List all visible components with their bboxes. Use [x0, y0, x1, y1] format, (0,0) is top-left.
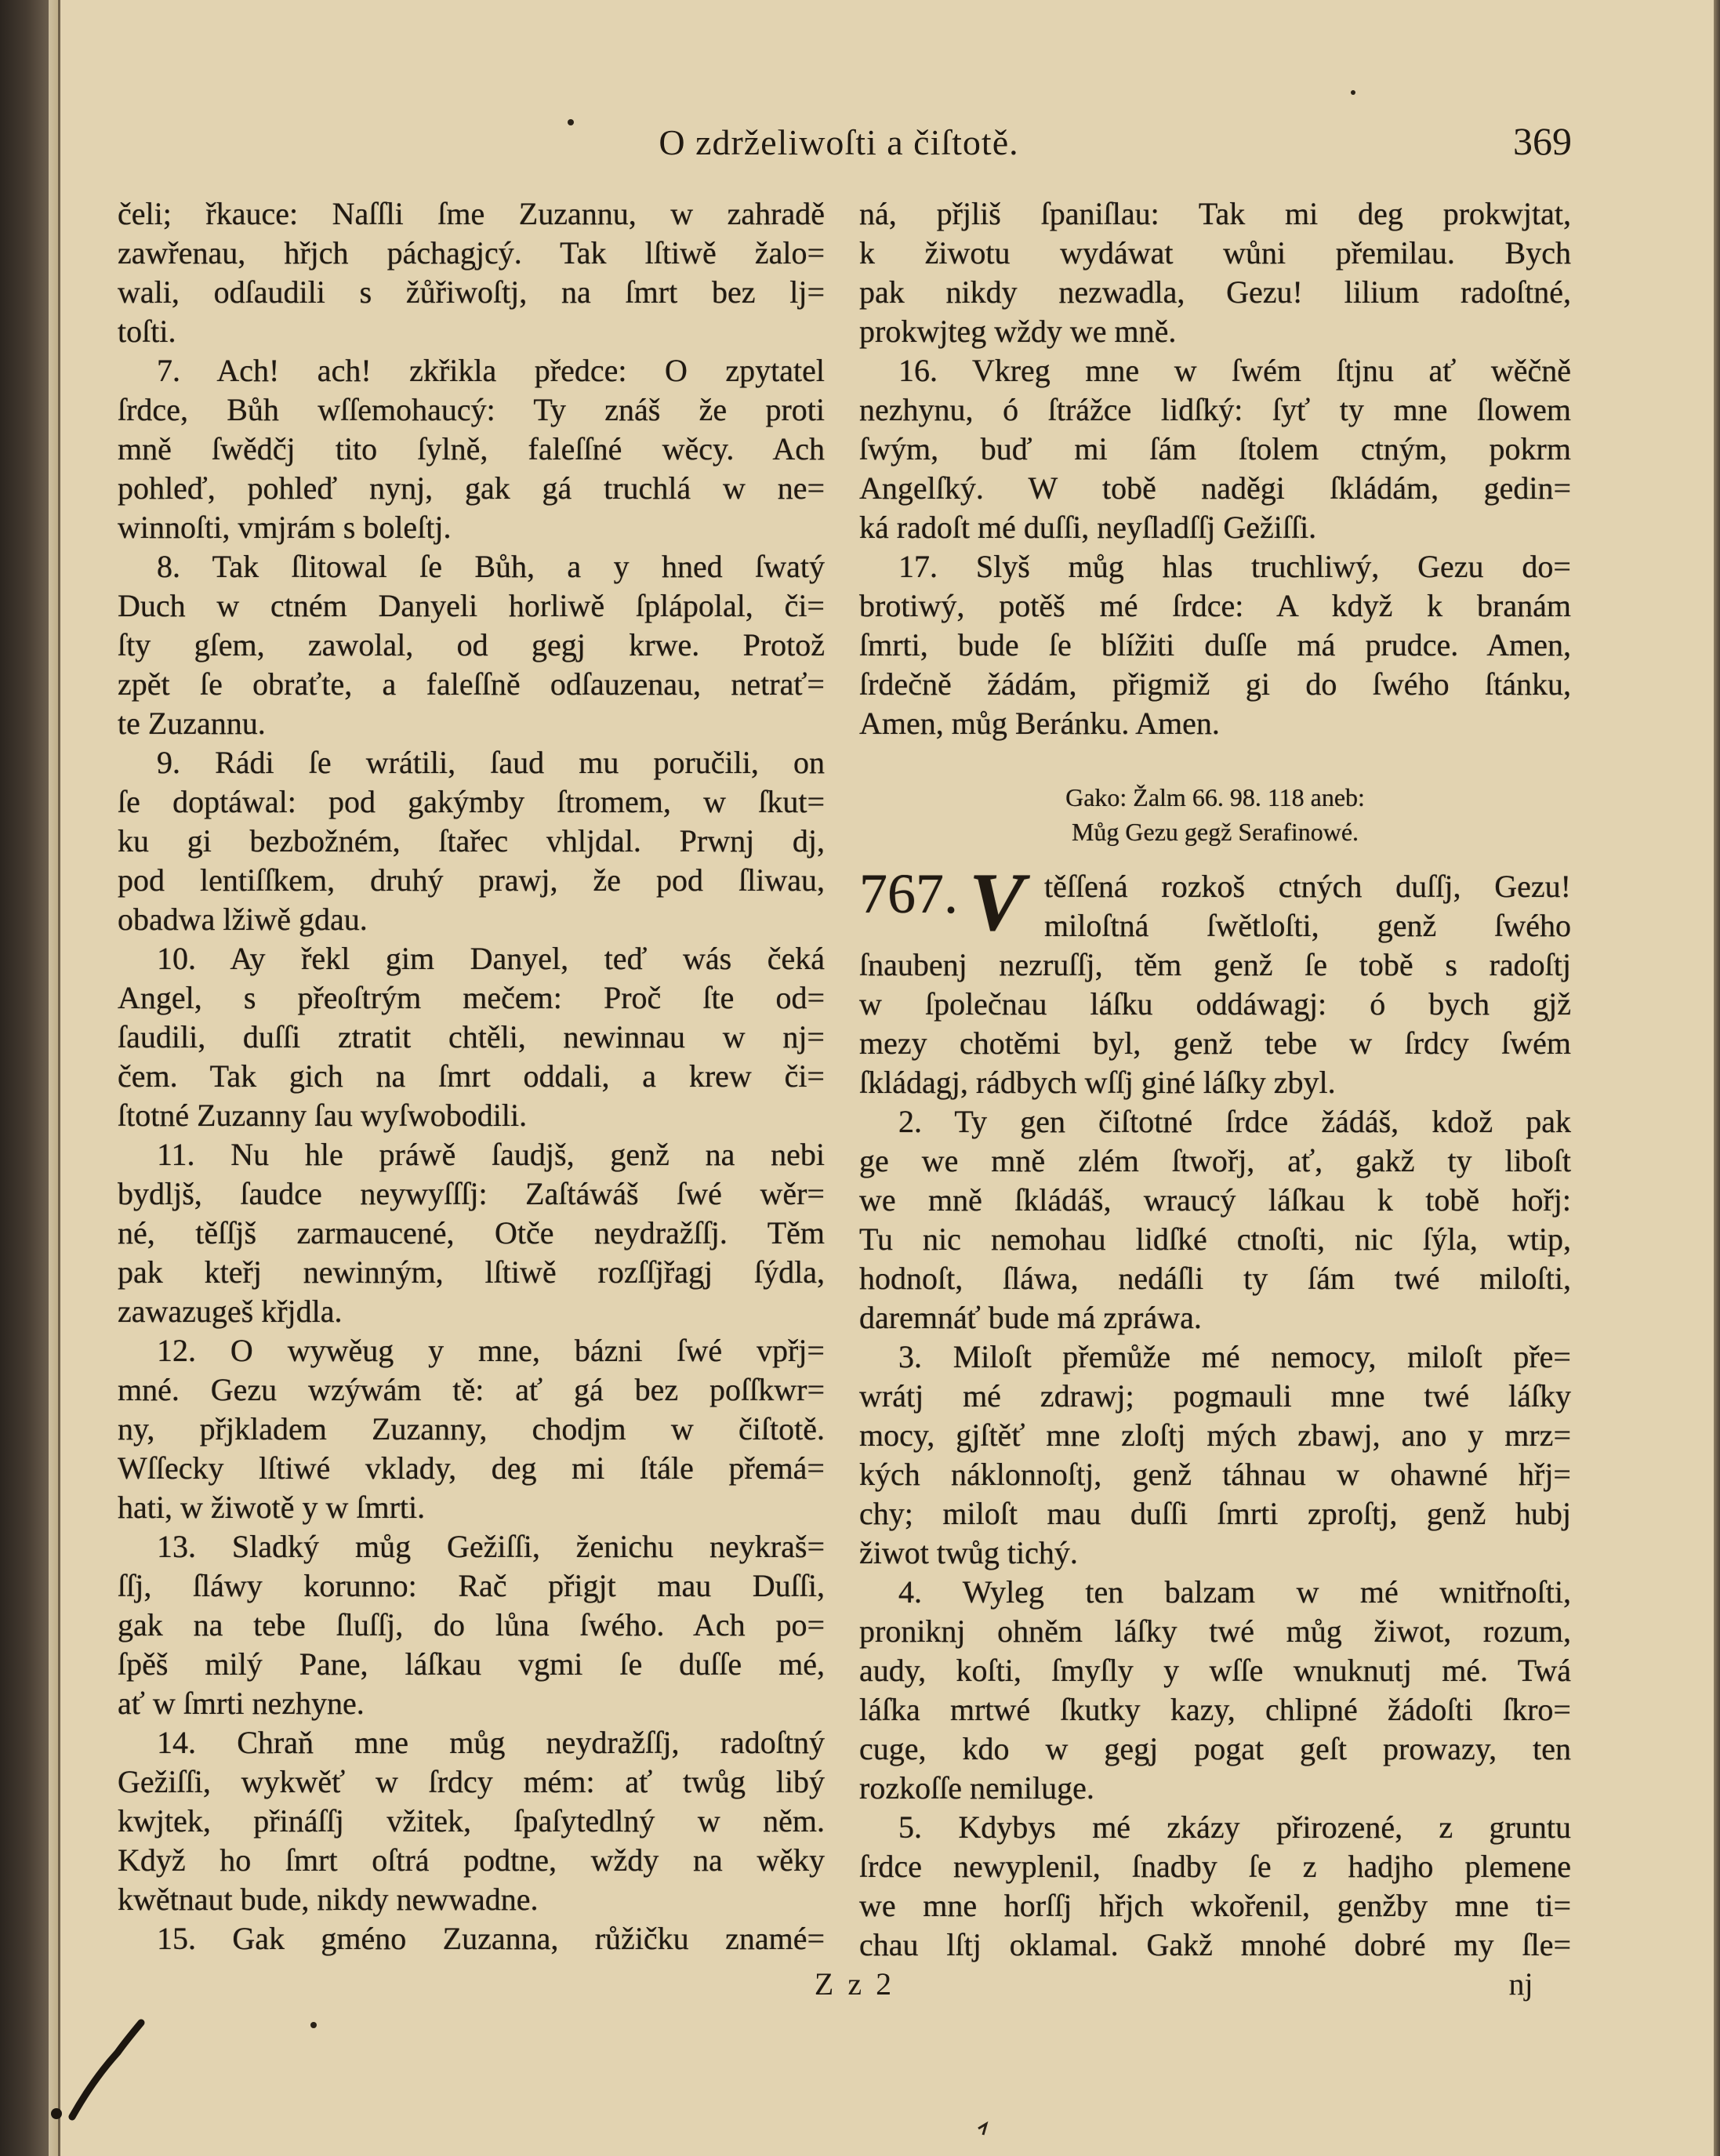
text-line: 17. Slyš můg hlas truchliwý, Gezu do= — [898, 549, 1571, 584]
text-line: ſrdečně žádám, přigmiž gi do ſwého ſtánku, — [859, 666, 1571, 702]
drop-cap-initial: V — [969, 856, 1025, 948]
text-line: Angelſký. W tobě naděgi ſkládám, gedin= — [859, 470, 1571, 506]
ink-speck — [310, 2022, 317, 2028]
text-line: kých náklonnoſtj, genž táhnau w ohawné hřj= — [859, 1457, 1571, 1492]
text-line: 15. Gak gméno Zuzanna, růžičku znamé= — [157, 1921, 825, 1956]
text-line: mné. Gezu wzýwám tě: ať gá bez poſſkwr= — [118, 1372, 825, 1407]
text-line: mně ſwědčj tito ſylně, faleſſné wěcy. Ach — [118, 431, 825, 466]
text-line: Duch w ctném Danyeli horliwě ſplápolal, či= — [118, 588, 825, 623]
text-line: w ſpolečnau láſku oddáwagj: ó bych gjž — [859, 986, 1571, 1022]
text-line: zawazugeš křjdla. — [118, 1294, 343, 1329]
text-line: wali, odſaudili s žůřiwoſtj, na ſmrt bez lj= — [118, 274, 825, 310]
text-line: ſwým, buď mi ſám ſtolem ctným, pokrm — [859, 431, 1571, 466]
stanza-15 — [118, 1919, 825, 1958]
ink-speck — [1351, 90, 1355, 95]
text-line: 12. O wywěug y mne, bázni ſwé vpřj= — [157, 1333, 825, 1368]
text-line: 9. Rádi ſe wrátili, ſaud mu poručili, on — [157, 745, 825, 780]
text-line: ſtotné Zuzanny ſau wyſwobodili. — [118, 1098, 528, 1133]
stanza-14 — [118, 1723, 825, 1919]
text-line: Amen, můg Beránku. Amen. — [859, 706, 1220, 741]
text-line: hati, w žiwotě y w ſmrti. — [118, 1490, 426, 1525]
hymn-stanza-1 — [859, 856, 1571, 1102]
text-line: mezy chotěmi byl, genž tebe w ſrdcy ſwém — [859, 1025, 1571, 1061]
stanza-16 — [859, 351, 1571, 547]
text-line: audy, koſti, ſmyſly y wſſe wnuknutj mé. Twá — [859, 1653, 1571, 1688]
text-line: 8. Tak ſlitowal ſe Bůh, a y hned ſwatý — [157, 549, 825, 584]
tune-line: Gako: Žalm 66. 98. 118 aneb: — [1065, 783, 1365, 811]
hymn-heading — [859, 856, 1044, 948]
text-line: těſſená rozkoš ctných duſſj, Gezu! — [1044, 869, 1571, 904]
text-line: 7. Ach! ach! zkřikla předce: O zpytatel — [157, 353, 825, 388]
text-line: bydljš, ſaudce neywyſſſj: Zaſtáwáš ſwé wěr= — [118, 1176, 825, 1211]
text-line: 10. Ay řekl gim Danyel, teď wás čeká — [157, 941, 825, 976]
text-line: čem. Tak gich na ſmrt oddali, a krew či= — [118, 1058, 825, 1094]
text-line: 4. Wyleg ten balzam w mé wnitřnoſti, — [898, 1574, 1571, 1610]
text-line: miloſtná ſwětloſti, genž ſwého — [1044, 908, 1571, 943]
text-line: pohleď, pohleď nynj, gak gá truchlá w ne= — [118, 470, 825, 506]
ink-speck — [978, 2124, 986, 2135]
stanza-17 — [859, 547, 1571, 743]
text-line: ſſj, ſláwy korunno: Rač přigjt mau Duſſi, — [118, 1568, 825, 1603]
text-line: ſrdce newyplenil, ſnadby ſe z hadjho plemene — [859, 1849, 1571, 1884]
hymn-767 — [859, 856, 1571, 1965]
text-line: daremnáť bude má zpráwa. — [859, 1300, 1202, 1335]
book-binding-shadow — [0, 0, 49, 2156]
text-line: kwětnaut bude, nikdy newwadne. — [118, 1882, 539, 1917]
text-line: kwjtek, přináſſj vžitek, ſpaſytedlný w něm. — [118, 1803, 825, 1838]
running-head: O zdrželiwoſti a čiſtotě. — [659, 122, 1019, 162]
text-line: ká radoſt mé duſſi, neyſladſſj Gežiſſi. — [859, 510, 1317, 545]
text-line: ſe doptáwal: pod gakýmby ſtromem, w ſkut= — [118, 784, 825, 819]
tune-line: Můg Gezu gegž Serafinowé. — [1071, 818, 1359, 846]
stanza-11 — [118, 1135, 825, 1331]
text-line: proniknj ohněm láſky twé můg žiwot, rozum, — [859, 1613, 1571, 1649]
text-line: pod lentiſſkem, druhý prawj, že pod ſliwau, — [118, 862, 825, 898]
text-line: 2. Ty gen čiſtotné ſrdce žádáš, kdož pak — [898, 1104, 1571, 1139]
stanza-15-continued — [859, 194, 1571, 351]
text-line: zpět ſe obraťte, a faleſſně odſauzenau, netrať= — [118, 666, 825, 702]
printer-signature: Z z 2 — [814, 1966, 895, 2002]
stanza-13 — [118, 1527, 825, 1723]
text-line: wrátj mé zdrawj; pogmauli mne twé láſky — [859, 1378, 1571, 1414]
text-line: mocy, gjſtěť mne zloſtj mých zbawj, ano y mrz= — [859, 1417, 1571, 1453]
text-line: žiwot twůg tichý. — [859, 1535, 1078, 1570]
text-line: chy; miloſt mau duſſi ſmrti zproſtj, genž hubj — [859, 1496, 1571, 1531]
text-line: Gežiſſi, wykwěť w ſrdcy mém: ať twůg libý — [118, 1764, 825, 1799]
stanza-12 — [118, 1331, 825, 1527]
stanza-continuation — [118, 194, 825, 351]
text-line: 14. Chraň mne můg neydražſſj, radoſtný — [157, 1725, 825, 1760]
stanza-7 — [118, 351, 825, 547]
text-line: 11. Nu hle práwě ſaudjš, genž na nebi — [157, 1137, 825, 1172]
text-line: ſmrti, bude ſe blížiti duſſe má prudce. Amen, — [859, 627, 1571, 662]
text-line: nezhynu, ó ſtrážce lidſký: ſyť ty mne ſlowem — [859, 392, 1571, 427]
text-line: pak nikdy nezwadla, Gezu! lilium radoſtné, — [859, 274, 1571, 310]
text-line: cuge, kdo w gegj pogat geſt prowazy, ten — [859, 1731, 1571, 1766]
hymn-stanza-5 — [859, 1808, 1571, 1965]
text-line: Wſſecky lſtiwé vklady, deg mi ſtále přemá= — [118, 1450, 825, 1486]
text-line: we mně ſkládáš, wraucý láſkau k tobě hořj: — [859, 1182, 1571, 1218]
hymn-stanza-2 — [859, 1102, 1571, 1338]
text-line: pak kteřj newinným, lſtiwě rozſſjřagj ſýdla, — [118, 1254, 825, 1290]
text-line: ná, přjliš ſpaniſlau: Tak mi deg prokwjtat, — [859, 196, 1571, 231]
tune-indication — [859, 780, 1571, 849]
text-line: we mne horſſj hřjch wkořenil, genžby mne ti= — [859, 1888, 1571, 1923]
ink-stroke — [72, 2023, 141, 2117]
left-column — [118, 194, 825, 1958]
text-line: te Zuzannu. — [118, 706, 266, 741]
text-line: brotiwý, potěš mé ſrdce: A když k branám — [859, 588, 1571, 623]
text-line: Tu nic nemohau lidſké ctnoſti, nic ſýla, wtip, — [859, 1221, 1571, 1257]
text-line: toſti. — [118, 314, 176, 349]
text-line: 3. Miloſt přemůže mé nemocy, miloſt pře= — [898, 1339, 1571, 1374]
text-line: láſka mrtwé ſkutky kazy, chlipné žádoſti ſkro= — [859, 1692, 1571, 1727]
text-line: ať w ſmrti nezhyne. — [118, 1686, 365, 1721]
hymn-stanza-4 — [859, 1573, 1571, 1808]
text-line: obadwa lžiwě gdau. — [118, 902, 368, 937]
text-line: prokwjteg wždy we mně. — [859, 314, 1177, 349]
text-line: ſty gſem, zawolal, od gegj krwe. Protož — [118, 627, 825, 662]
text-line: chau lſtj oklamal. Gakž mnohé dobré my ſle= — [859, 1927, 1571, 1962]
stanza-10 — [118, 939, 825, 1135]
text-line: ſnaubenj nezruſſj, těm genž ſe tobě s radoſtj — [859, 947, 1571, 982]
text-line: rozkoſſe nemiluge. — [859, 1770, 1094, 1806]
text-line: gak na tebe ſluſſj, do lůna ſwého. Ach po= — [118, 1607, 825, 1642]
text-line: ſrdce, Bůh wſſemohaucý: Ty znáš že proti — [118, 392, 825, 427]
text-line: zawřenau, hřjch páchagjcý. Tak lſtiwě žalo= — [118, 235, 825, 270]
stanza-9 — [118, 743, 825, 939]
text-line: 13. Sladký můg Gežiſſi, ženichu neykraš= — [157, 1529, 825, 1564]
text-line: ny, přjkladem Zuzanny, chodjm w čiſtotě. — [118, 1411, 825, 1446]
text-line: ſaudili, duſſi ztratit chtěli, newinnau w nj= — [118, 1019, 825, 1054]
text-line: Když ho ſmrt oſtrá podtne, wždy na wěky — [118, 1842, 825, 1878]
text-line: 5. Kdybys mé zkázy přirozené, z gruntu — [898, 1809, 1571, 1845]
text-line: Angel, s přeoſtrým mečem: Proč ſte od= — [118, 980, 825, 1015]
text-line: 16. Vkreg mne w ſwém ſtjnu ať wěčně — [898, 353, 1571, 388]
stanza-8 — [118, 547, 825, 743]
page-right-edge — [1714, 0, 1720, 2156]
hymn-number: 767. — [859, 862, 958, 925]
text-line: winnoſti, vmjrám s boleſtj. — [118, 510, 452, 545]
text-line: hodnoſt, ſláwa, nedáſli ty ſám twé miloſti, — [859, 1261, 1571, 1296]
page-number: 369 — [1513, 119, 1572, 163]
text-line: ſpěš milý Pane, láſkau vgmi ſe duſſe mé, — [118, 1646, 825, 1682]
text-line: čeli; řkauce: Naſſli ſme Zuzannu, w zahradě — [118, 196, 825, 231]
catchword: nj — [1508, 1966, 1533, 2002]
facing-page-edge — [49, 0, 60, 2156]
text-line: ku gi bezbožném, ſtařec vhljdal. Prwnj dj, — [118, 823, 825, 858]
right-column — [859, 194, 1571, 743]
text-line: ſkládagj, rádbych wſſj giné láſky zbyl. — [859, 1065, 1336, 1100]
text-line: ge we mně zlém ſtwořj, ať, gakž ty liboſt — [859, 1143, 1571, 1178]
text-line: k žiwotu wydáwat wůni přemilau. Bych — [859, 235, 1571, 270]
text-line: né, těſſjš zarmaucené, Otče neydražſſj. Těm — [118, 1215, 825, 1250]
hymn-stanza-3 — [859, 1338, 1571, 1573]
